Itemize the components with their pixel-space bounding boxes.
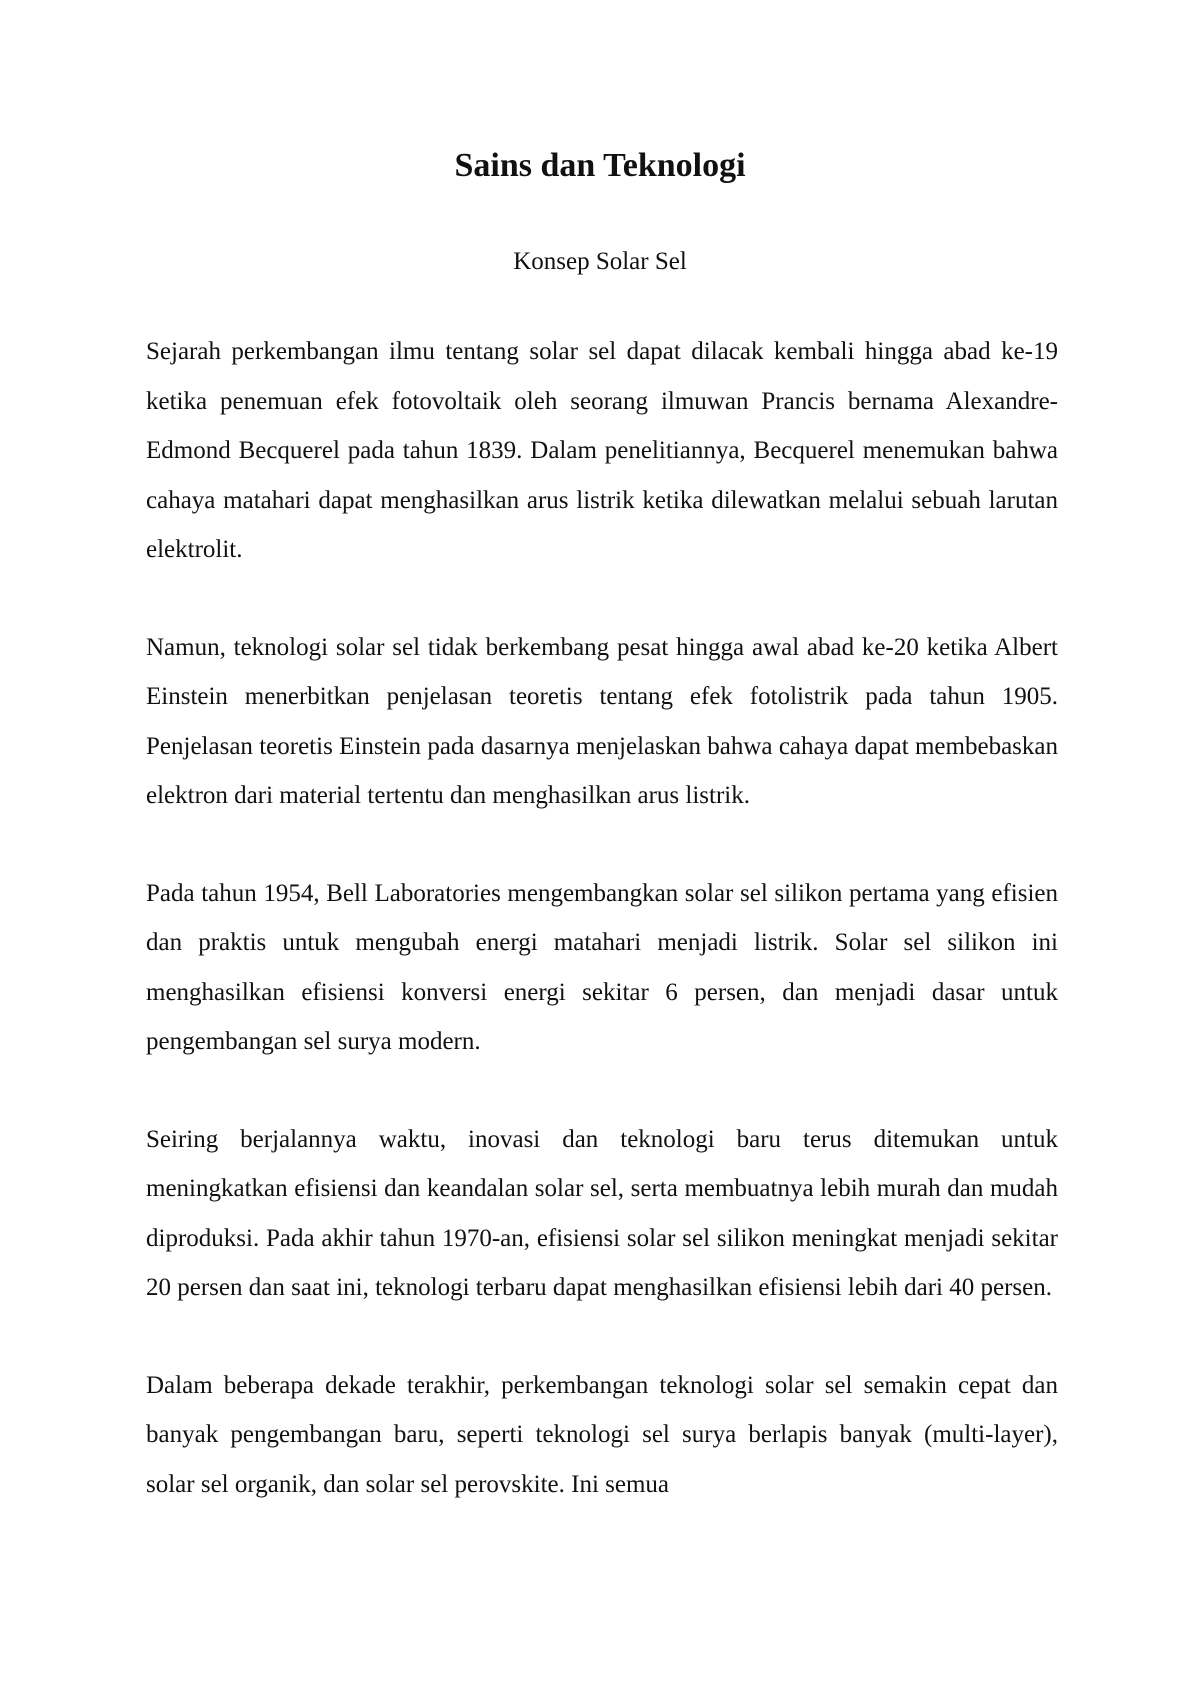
document-title: Sains dan Teknologi <box>454 147 746 184</box>
paragraph-bell-labs: Pada tahun 1954, Bell Laboratories mengembangkan solar sel silikon pertama yang efisien dan praktis untuk mengubah energi matahari menjadi listrik. Solar sel silikon ini menghasilkan efisiensi konversi energi sekitar 6 persen, dan menjadi dasar untuk pengembangan sel surya modern. <box>146 879 1058 1055</box>
document-subtitle: Konsep Solar Sel <box>513 248 687 275</box>
paragraph-history: Sejarah perkembangan ilmu tentang solar sel dapat dilacak kembali hingga abad ke-19 ketika penemuan efek fotovoltaik oleh seorang ilmuwan Prancis bernama Alexandre-Edmond Becquerel pada tahun 1839. Dalam penelitiannya, Becquerel menemukan bahwa cahaya matahari dapat menghasilkan arus listrik ketika dilewatkan melalui sebuah larutan elektrolit. <box>146 338 1058 563</box>
paragraph-efficiency: Seiring berjalannya waktu, inovasi dan teknologi baru terus ditemukan untuk meningkatkan efisiensi dan keandalan solar sel, serta membuatnya lebih murah dan mudah diproduksi. Pada akhir tahun 1970-an, efisiensi solar sel silikon meningkat menjadi sekitar 20 persen dan saat ini, teknologi terbaru dapat menghasilkan efisiensi lebih dari 40 persen. <box>146 1125 1058 1301</box>
document-body <box>146 327 1058 1557</box>
paragraph-einstein: Namun, teknologi solar sel tidak berkembang pesat hingga awal abad ke-20 ketika Albert Einstein menerbitkan penjelasan teoretis tentang efek fotolistrik pada tahun 1905. Penjelasan teoretis Einstein pada dasarnya menjelaskan bahwa cahaya dapat membebaskan elektron dari material tertentu dan menghasilkan arus listrik. <box>146 633 1058 809</box>
paragraph-recent-developments: Dalam beberapa dekade terakhir, perkembangan teknologi solar sel semakin cepat dan banyak pengembangan baru, seperti teknologi sel surya berlapis banyak (multi-layer), solar sel organik, dan solar sel perovskite. Ini semua <box>146 1371 1058 1498</box>
